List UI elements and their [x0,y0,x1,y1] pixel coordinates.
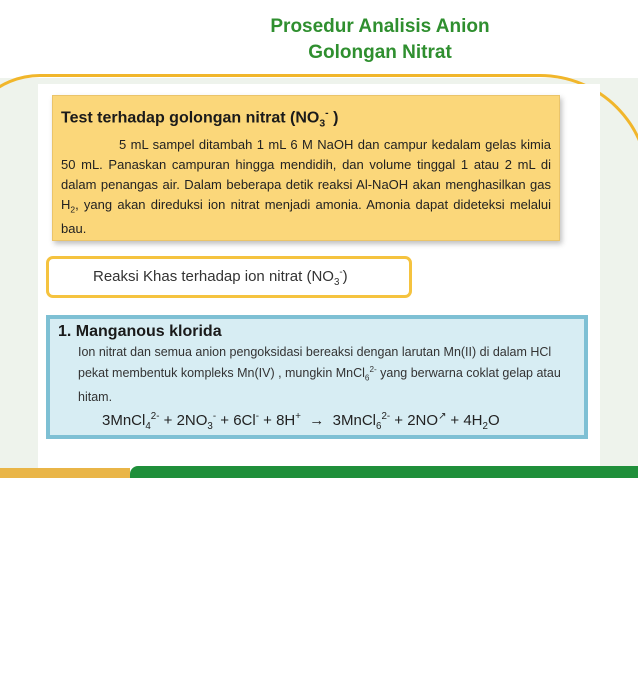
eq-term-4-sup: + [295,410,301,422]
eq-term-4: + 8H [263,411,296,429]
heading-text: Test terhadap golongan nitrat (NO [61,109,320,127]
nitrate-test-heading [61,104,551,135]
reaksi-khas-box [46,256,412,298]
nitrate-test-box [52,95,560,241]
reaksi-suffix: ) [342,268,348,285]
eq-term-3: + 6Cl [220,411,256,429]
description-subscript: 6 [364,373,370,383]
gas-arrow-icon: ↗ [438,410,447,422]
description-superscript: 2- [369,365,377,374]
reaction-arrow-icon: → [309,411,325,429]
eq-term-1-sub: 4 [145,420,151,432]
eq-term-5-sub: 6 [376,420,382,432]
eq-term-7-end: O [487,411,500,429]
description-text-1: Ion nitrat dan semua anion pengoksidasi bereaksi dengan larutan Mn(II) di dalam HCl pekat membentuk kompleks Mn(IV) , mungkin MnCl [78,345,552,381]
slide-title-line1: Prosedur Analisis Anion [270,16,490,37]
footer-gold-bar [0,468,130,478]
eq-term-1-sup: 2- [150,410,160,422]
nitrate-test-body [61,135,551,240]
body-text-2: , yang akan direduksi ion nitrat menjadi amonia. Amonia dapat dideteksi melalui bau. [61,196,551,237]
eq-term-2-sup: - [212,410,217,422]
reaction-equation [102,406,576,438]
heading-subscript: 3 [319,118,326,130]
eq-term-7-sub: 2 [482,420,488,432]
manganous-chloride-box [46,315,588,439]
reaksi-superscript: - [339,267,343,278]
footer-green-bar [130,466,638,478]
eq-term-7: + 4H [450,411,483,429]
eq-term-1: 3MnCl [102,411,146,429]
reaksi-subscript: 3 [333,277,340,288]
body-subscript: 2 [70,204,76,215]
eq-term-3-sup: - [255,410,259,422]
manganous-heading: 1. Manganous klorida [58,323,222,340]
reaksi-text: Reaksi Khas terhadap ion nitrat (NO [93,268,334,285]
eq-term-5: 3MnCl [332,411,376,429]
manganous-description [78,343,576,406]
eq-term-5-sup: 2- [381,410,391,422]
slide-title-line2: Golongan Nitrat [308,42,452,63]
description-text-2: yang berwarna coklat gelap atau hitam. [78,366,561,404]
body-text-1: 5 mL sampel ditambah 1 mL 6 M NaOH dan campur kedalam gelas kimia 50 mL. Panaskan campuran hingga mendidih, dan volume tinggal 1 atau 2 mL di dalam penangas air. Dalam beberapa detik reaksi Al-NaOH akan menghasilkan gas H [61,136,551,212]
heading-suffix: ) [328,109,339,127]
eq-term-6: + 2NO [394,411,439,429]
eq-term-2-sub: 3 [207,420,213,432]
heading-superscript: - [325,108,329,119]
slide-title [200,14,560,66]
eq-term-2: + 2NO [163,411,208,429]
